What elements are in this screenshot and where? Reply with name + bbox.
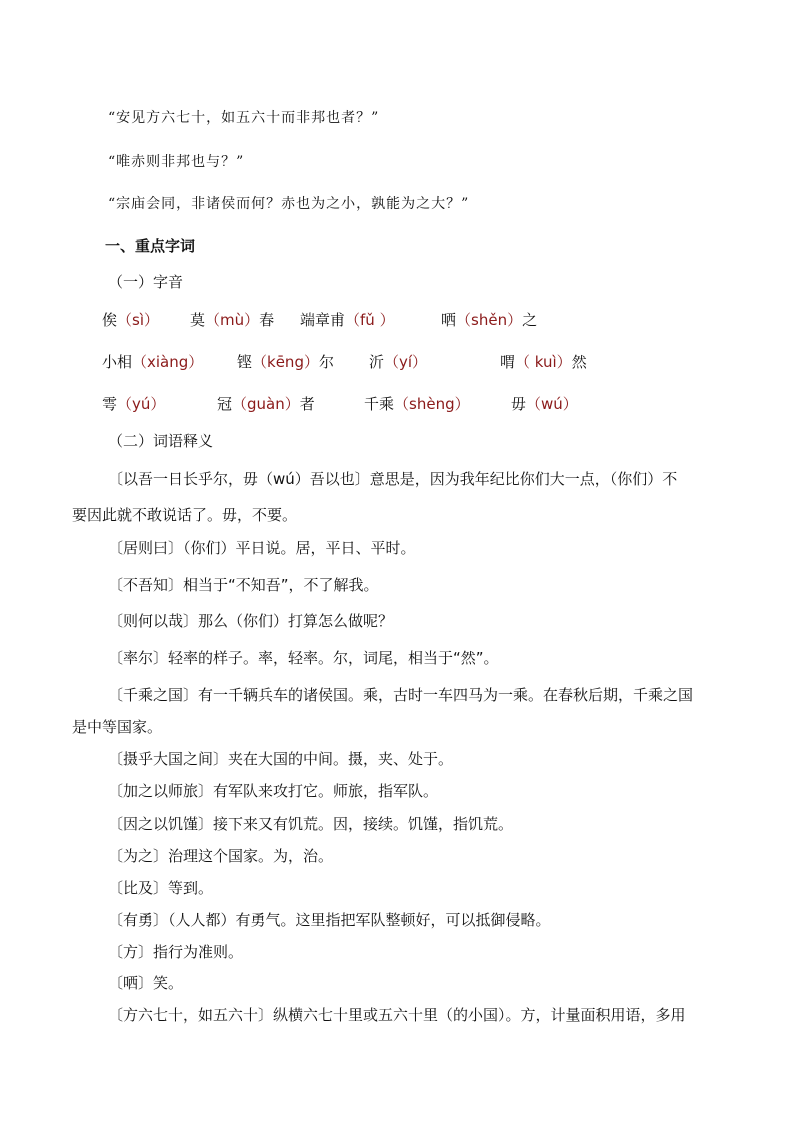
- pinyin-reading: （xiàng）: [132, 353, 204, 371]
- subheading-definitions: （二）词语释义: [108, 432, 214, 450]
- definition-line: 〔千乘之国〕有一千辆兵车的诸侯国。乘，古时一车四马为一乘。在春秋后期，千乘之国: [108, 686, 694, 704]
- pinyin-entry: [500, 351, 587, 372]
- definition-line: 〔摄乎大国之间〕夹在大国的中间。摄，夹、处于。: [108, 750, 454, 768]
- pinyin-reading: （kēng）: [252, 353, 319, 371]
- pinyin-char: 千乘: [364, 395, 395, 413]
- pinyin-char: 端章甫: [300, 311, 346, 329]
- pinyin-char: 小相: [102, 353, 133, 371]
- definition-line: 〔为之〕治理这个国家。为，治。: [108, 847, 334, 865]
- pinyin-entry: [217, 393, 315, 414]
- pinyin-reading: （wú）: [526, 395, 578, 413]
- pinyin-entry: [102, 393, 165, 414]
- pinyin-entry: [300, 309, 395, 330]
- pinyin-reading: （sì）: [117, 311, 159, 329]
- definition-line: 〔则何以哉〕那么（你们）打算怎么做呢？: [108, 612, 394, 630]
- definition-continuation: 要因此就不敢说话了。毋，不要。: [72, 506, 298, 524]
- pinyin-reading: （mù）: [205, 311, 260, 329]
- definition-line: 〔方六七十，如五六十〕纵横六七十里或五六十里（的小国）。方，计量面积用语，多用: [108, 1006, 686, 1024]
- pinyin-char: 冠: [217, 395, 233, 413]
- pinyin-char: 沂: [369, 353, 385, 371]
- pinyin-char: 铿: [237, 353, 253, 371]
- pinyin-char: 俟: [102, 311, 118, 329]
- pinyin-entry: [511, 393, 578, 414]
- pinyin-reading: （ kuì）: [515, 353, 572, 371]
- pinyin-char: 雩: [102, 395, 118, 413]
- definition-line: 〔有勇〕（人人都）有勇气。这里指把军队整顿好，可以抵御侵略。: [108, 911, 551, 929]
- definition-line: 〔居则曰〕（你们）平日说。居，平日、平时。: [108, 539, 416, 557]
- definition-line: 〔以吾一日长乎尔，毋（wú）吾以也〕意思是，因为我年纪比你们大一点，（你们）不: [108, 470, 678, 488]
- pinyin-entry: [441, 309, 537, 330]
- pinyin-entry: [190, 309, 274, 330]
- quote-line: “宗庙会同，非诸侯而何？赤也为之小，孰能为之大？”: [108, 196, 470, 212]
- definition-line: 〔哂〕笑。: [108, 974, 184, 992]
- pinyin-reading: （shěn）: [456, 311, 523, 329]
- pinyin-after: 之: [522, 311, 538, 329]
- pinyin-char: 莫: [190, 311, 206, 329]
- pinyin-entry: [369, 351, 427, 372]
- section-heading: 一、重点字词: [105, 237, 196, 255]
- pinyin-after: 者: [299, 395, 315, 413]
- pinyin-char: 毋: [511, 395, 527, 413]
- pinyin-after: 然: [571, 353, 587, 371]
- definition-continuation: 是中等国家。: [72, 718, 163, 736]
- pinyin-reading: （yú）: [117, 395, 166, 413]
- pinyin-entry: [364, 393, 470, 414]
- pinyin-entry: [102, 309, 159, 330]
- pinyin-reading: （shèng）: [394, 395, 470, 413]
- pinyin-entry: [102, 351, 203, 372]
- pinyin-reading: （guàn）: [232, 395, 300, 413]
- pinyin-char: 哂: [441, 311, 457, 329]
- subheading-pronunciation: （一）字音: [108, 273, 184, 291]
- definition-line: 〔不吾知〕相当于“不知吾”，不了解我。: [108, 576, 379, 594]
- pinyin-after: 尔: [318, 353, 334, 371]
- pinyin-char: 喟: [500, 353, 516, 371]
- quote-line: “唯赤则非邦也与？”: [108, 154, 245, 170]
- definition-line: 〔加之以师旅〕有军队来攻打它。师旅，指军队。: [108, 782, 439, 800]
- pinyin-entry: [237, 351, 334, 372]
- pinyin-after: 春: [259, 311, 275, 329]
- pinyin-reading: （yí）: [384, 353, 428, 371]
- definition-line: 〔方〕指行为准则。: [108, 943, 244, 961]
- quote-line: “安见方六七十，如五六十而非邦也者？”: [108, 110, 380, 126]
- definition-line: 〔比及〕等到。: [108, 879, 214, 897]
- definition-line: 〔率尔〕轻率的样子。率，轻率。尔，词尾，相当于“然”。: [108, 649, 499, 667]
- pinyin-reading: （fǔ ）: [345, 311, 395, 329]
- definition-line: 〔因之以饥馑〕接下来又有饥荒。因，接续。饥馑，指饥荒。: [108, 815, 514, 833]
